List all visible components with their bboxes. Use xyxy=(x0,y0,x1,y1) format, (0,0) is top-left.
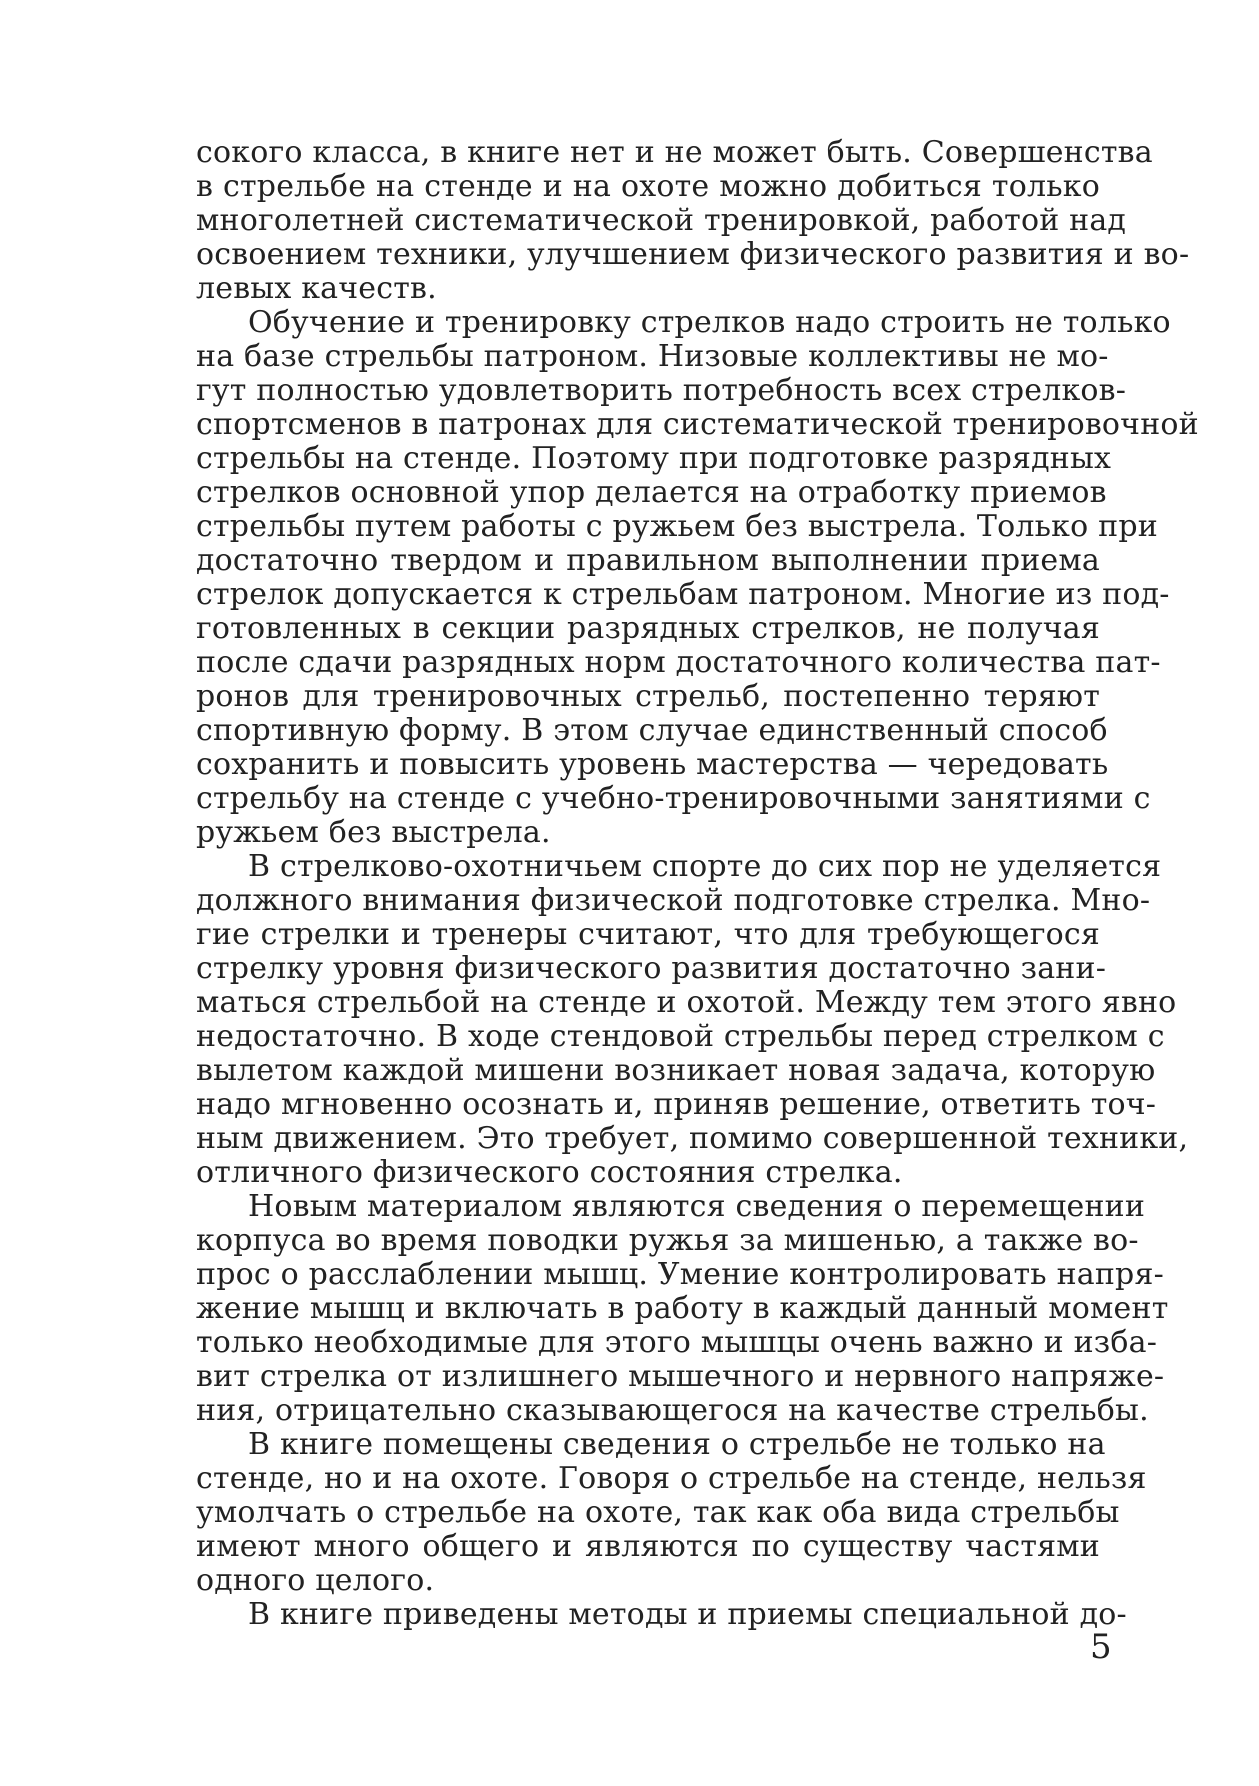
paragraph-4 xyxy=(196,1189,1169,1428)
text-line: стрелку уровня физического развития достаточно зани- xyxy=(196,951,1107,986)
text-line: многолетней систематической тренировкой, работой над xyxy=(196,203,1127,238)
text-line: стрельбу на стенде с учебно-тренировочными занятиями с xyxy=(196,781,1151,816)
text-line: прос о расслаблении мышц. Умение контролировать напря- xyxy=(196,1257,1164,1292)
text-line: вит стрелка от излишнего мышечного и нервного напряже- xyxy=(196,1359,1165,1394)
text-line: недостаточно. В ходе стендовой стрельбы перед стрелком с xyxy=(196,1019,1165,1054)
text-line: на базе стрельбы патроном. Низовые коллективы не мо- xyxy=(196,339,1109,374)
paragraph-5 xyxy=(196,1427,1147,1598)
text-line: в стрельбе на стенде и на охоте можно добиться только xyxy=(196,169,1100,204)
text-line: стрельбы на стенде. Поэтому при подготовке разрядных xyxy=(196,441,1112,476)
paragraph-3 xyxy=(196,849,1189,1190)
text-line: стрелок допускается к стрельбам патроном. Многие из под- xyxy=(196,577,1170,612)
text-line: имеют много общего и являются по существу частями xyxy=(196,1529,1100,1564)
text-line: гут полностью удовлетворить потребность всех стрелков- xyxy=(196,373,1127,408)
text-line: после сдачи разрядных норм достаточного количества пат- xyxy=(196,645,1161,680)
text-line: Новым материалом являются сведения о перемещении xyxy=(248,1189,1146,1224)
text-line: освоением техники, улучшением физического развития и во- xyxy=(196,237,1190,272)
text-line: одного целого. xyxy=(196,1563,435,1598)
text-line: умолчать о стрельбе на охоте, так как оба вида стрельбы xyxy=(196,1495,1120,1530)
page-number: 5 xyxy=(1090,1627,1112,1667)
paragraph-1 xyxy=(196,135,1190,306)
text-line: сокого класса, в книге нет и не может быть. Совершенства xyxy=(196,135,1153,170)
text-line: В книге помещены сведения о стрельбе не только на xyxy=(248,1427,1106,1462)
text-line: гие стрелки и тренеры считают, что для требующегося xyxy=(196,917,1100,952)
text-line: В стрелково-охотничьем спорте до сих пор не уделяется xyxy=(248,849,1162,884)
text-line: вылетом каждой мишени возникает новая задача, которую xyxy=(196,1053,1156,1088)
text-line: корпуса во время поводки ружья за мишенью, а также во- xyxy=(196,1223,1139,1258)
text-line: стрелков основной упор делается на отработку приемов xyxy=(196,475,1107,510)
text-line: спортсменов в патронах для систематической тренировочной xyxy=(196,407,1199,442)
text-line: ния, отрицательно сказывающегося на качестве стрельбы. xyxy=(196,1393,1149,1428)
text-line: левых качеств. xyxy=(196,271,437,306)
text-line: маться стрельбой на стенде и охотой. Между тем этого явно xyxy=(196,985,1177,1020)
text-line: сохранить и повысить уровень мастерства — чередовать xyxy=(196,747,1109,782)
text-line: спортивную форму. В этом случае единственный способ xyxy=(196,713,1108,748)
text-line: достаточно твердом и правильном выполнении приема xyxy=(196,543,1100,578)
body-text xyxy=(196,135,1199,1632)
paragraph-6 xyxy=(196,1597,1127,1632)
text-line: стенде, но и на охоте. Говоря о стрельбе на стенде, нельзя xyxy=(196,1461,1147,1496)
text-line: ным движением. Это требует, помимо совершенной техники, xyxy=(196,1121,1189,1156)
text-line: В книге приведены методы и приемы специальной до- xyxy=(248,1597,1127,1632)
text-line: стрельбы путем работы с ружьем без выстрела. Только при xyxy=(196,509,1158,544)
text-line: готовленных в секции разрядных стрелков, не получая xyxy=(196,611,1100,646)
text-line: надо мгновенно осознать и, приняв решение, ответить точ- xyxy=(196,1087,1157,1122)
text-line: отличного физического состояния стрелка. xyxy=(196,1155,903,1190)
text-line: жение мышц и включать в работу в каждый данный момент xyxy=(196,1291,1169,1326)
paragraph-2 xyxy=(196,305,1199,850)
text-line: ронов для тренировочных стрельб, постепенно теряют xyxy=(196,679,1100,714)
text-line: ружьем без выстрела. xyxy=(196,815,551,850)
text-line: только необходимые для этого мышцы очень важно и изба- xyxy=(196,1325,1158,1360)
text-line: Обучение и тренировку стрелков надо строить не только xyxy=(248,305,1171,340)
text-line: должного внимания физической подготовке стрелка. Мно- xyxy=(196,883,1151,918)
